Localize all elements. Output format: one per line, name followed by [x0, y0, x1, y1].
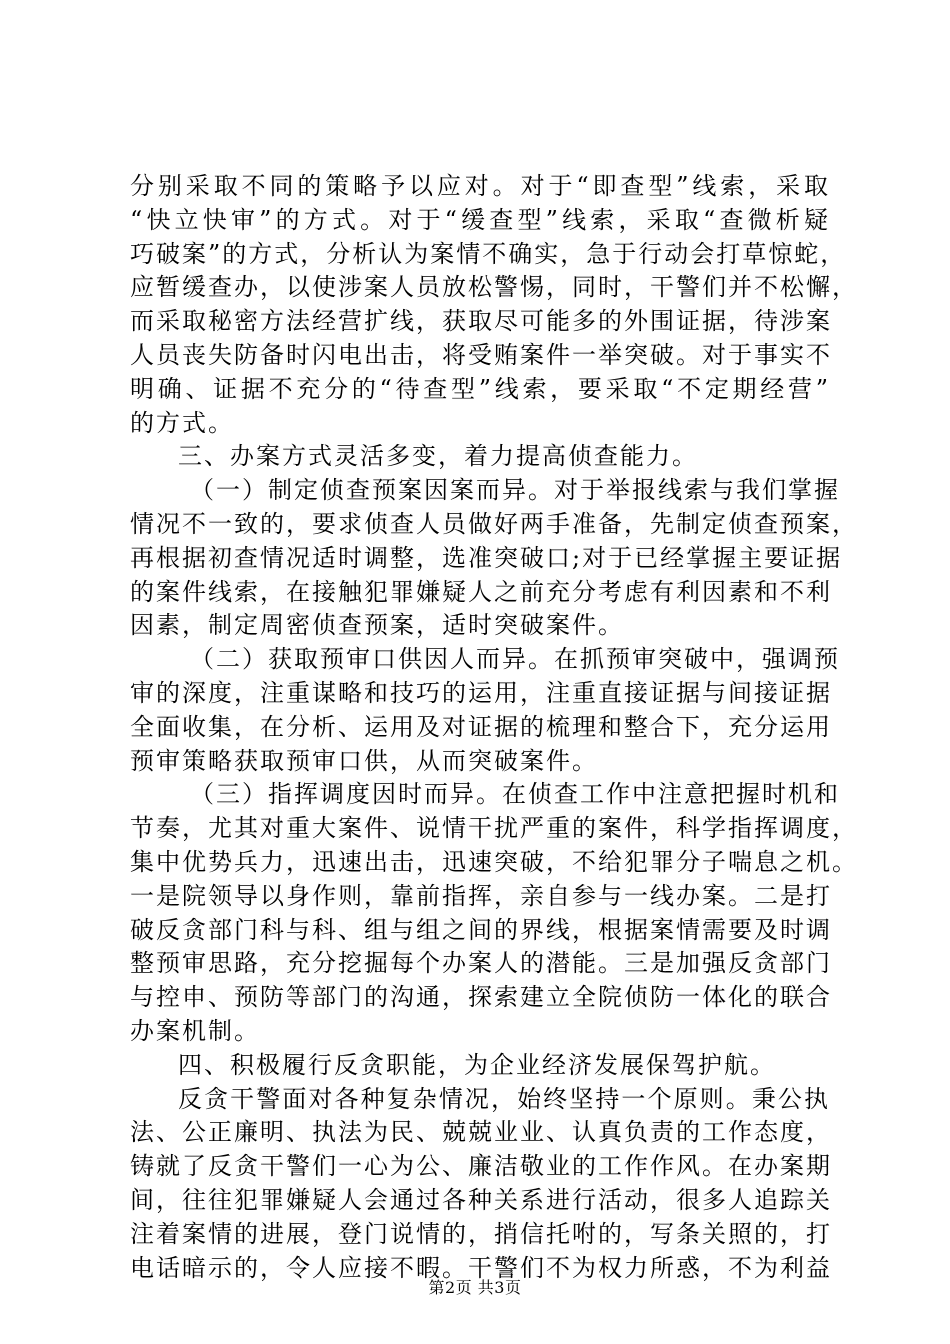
text-line: （二）获取预审口供因人而异。在抓预审突破中，强调预 — [190, 645, 840, 674]
text-line: 应暂缓查办，以使涉案人员放松警惕，同时，干警们并不松懈， — [130, 273, 858, 302]
text-line: 集中优势兵力，迅速出击，迅速突破，不给犯罪分子喘息之机。 — [130, 847, 858, 876]
text-line: 因素，制定周密侦查预案，适时突破案件。 — [130, 611, 624, 640]
text-line: 电话暗示的，令人应接不暇。干警们不为权力所惑，不为利益 — [130, 1253, 832, 1282]
text-line: 的案件线索，在接触犯罪嫌疑人之前充分考虑有利因素和不利 — [130, 577, 832, 606]
text-line: 审的深度，注重谋略和技巧的运用，注重直接证据与间接证据 — [130, 678, 832, 707]
text-line: 明确、证据不充分的“待查型”线索，要采取“不定期经营” — [130, 374, 830, 403]
text-line: 一是院领导以身作则，靠前指挥，亲自参与一线办案。二是打 — [130, 881, 832, 910]
text-line: 分别采取不同的策略予以应对。对于“即查型”线索，采取 — [130, 172, 830, 200]
text-line: 全面收集，在分析、运用及对证据的梳理和整合下，充分运用 — [130, 712, 832, 741]
text-line: “快立快审”的方式。对于“缓查型”线索，采取“查微析疑 — [130, 205, 830, 234]
text-line: 破反贪部门科与科、组与组之间的界线，根据案情需要及时调 — [130, 915, 832, 944]
text-line: 的方式。 — [130, 408, 234, 437]
text-line: 铸就了反贪干警们一心为公、廉洁敬业的工作作风。在办案期 — [130, 1152, 832, 1181]
text-line: 间，往往犯罪嫌疑人会通过各种关系进行活动，很多人追踪关 — [130, 1185, 832, 1214]
text-line: 巧破案”的方式，分析认为案情不确实，急于行动会打草惊蛇， — [130, 239, 847, 268]
text-line: 注着案情的进展，登门说情的，捎信托咐的，写条关照的，打 — [130, 1219, 832, 1248]
text-line: 再根据初查情况适时调整，选准突破口;对于已经掌握主要证据 — [130, 543, 843, 572]
text-line: 办案机制。 — [130, 1016, 260, 1045]
text-line: 而采取秘密方法经营扩线，获取尽可能多的外围证据，待涉案 — [130, 307, 832, 336]
text-line: 反贪干警面对各种复杂情况，始终坚持一个原则。秉公执 — [178, 1084, 830, 1113]
text-line: （三）指挥调度因时而异。在侦查工作中注意把握时机和 — [190, 780, 840, 809]
section-heading: 四、积极履行反贪职能，为企业经济发展保驾护航。 — [178, 1050, 776, 1079]
text-line: 与控申、预防等部门的沟通，探索建立全院侦防一体化的联合 — [130, 983, 832, 1012]
body-text — [130, 170, 858, 1285]
text-line: 整预审思路，充分挖掘每个办案人的潜能。三是加强反贪部门 — [130, 949, 832, 978]
text-line: 法、公正廉明、执法为民、兢兢业业、认真负责的工作态度， — [130, 1118, 832, 1147]
section-heading: 三、办案方式灵活多变，着力提高侦查能力。 — [178, 442, 698, 471]
text-line: 人员丧失防备时闪电出击，将受贿案件一举突破。对于事实不 — [130, 340, 832, 369]
text-line: （一）制定侦查预案因案而异。对于举报线索与我们掌握 — [190, 476, 840, 505]
text-line: 节奏，尤其对重大案件、说情干扰严重的案件，科学指挥调度， — [130, 814, 858, 843]
text-line: 情况不一致的，要求侦查人员做好两手准备，先制定侦查预案， — [130, 509, 858, 538]
text-line: 预审策略获取预审口供，从而突破案件。 — [130, 746, 598, 775]
page-number: 第2页 共3页 — [428, 1278, 522, 1297]
